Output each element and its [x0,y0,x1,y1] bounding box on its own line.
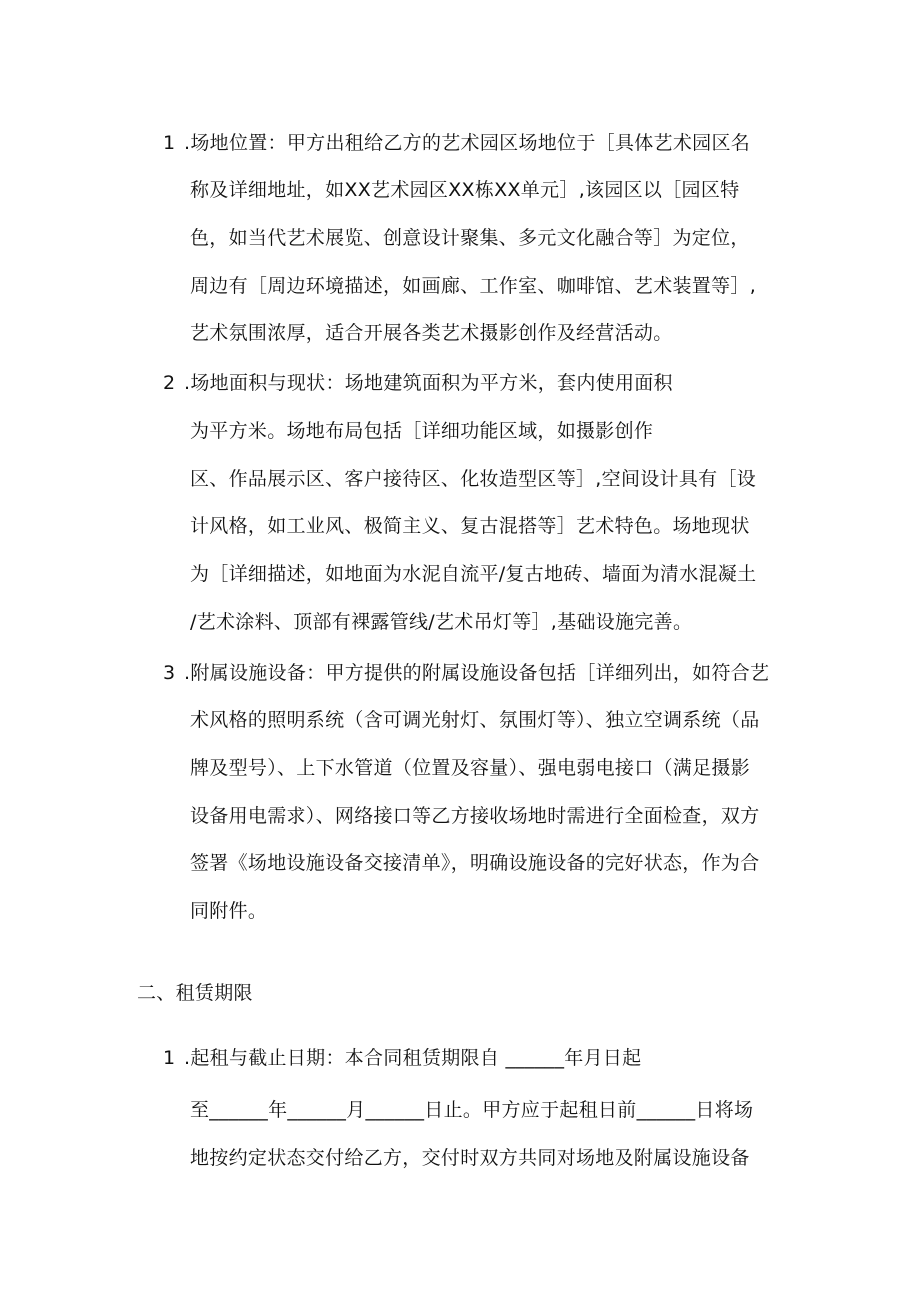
paragraph-line: 签署《场地设施设备交接清单》，明确设施设备的完好状态，作为合 [190,852,760,874]
item-number: 1 [163,1047,176,1069]
item-number: 2 [163,372,176,394]
paragraph-line: .附属设施设备：甲方提供的附属设施设备包括［详细列出，如符合艺 [184,662,770,684]
paragraph-line: 至______年______月______日止。甲方应于起租日前______日将场 [190,1099,754,1121]
paragraph-line: 色，如当代艺术展览、创意设计聚集、多元文化融合等］为定位， [190,227,750,249]
paragraph-line: .起租与截止日期：本合同租赁期限自 ______年月日起 [184,1047,642,1069]
paragraph-line: 艺术氛围浓厚，适合开展各类艺术摄影创作及经营活动。 [190,322,673,344]
paragraph-line: 牌及型号）、上下水管道（位置及容量）、强电弱电接口（满足摄影 [190,757,751,779]
paragraph-line: /艺术涂料、顶部有裸露管线/艺术吊灯等］,基础设施完善。 [190,611,693,633]
paragraph-line: 设备用电需求）、网络接口等乙方接收场地时需进行全面检查，双方 [190,805,760,827]
section-heading: 二、租赁期限 [137,982,253,1004]
paragraph-line: 术风格的照明系统（含可调光射灯、氛围灯等）、独立空调系统（品 [190,709,760,731]
paragraph-line: 计风格，如工业风、极简主义、复古混搭等］艺术特色。场地现状 [190,515,750,537]
item-number: 1 [163,132,176,154]
item-number: 3 [163,662,176,684]
paragraph-line: 为平方米。场地布局包括［详细功能区域，如摄影创作 [190,420,654,442]
paragraph-line: 称及详细地址，如XX艺术园区XX栋XX单元］,该园区以［园区特 [190,179,740,201]
paragraph-line: 同附件。 [190,900,268,922]
paragraph-line: .场地面积与现状：场地建筑面积为平方米，套内使用面积 [184,372,673,394]
paragraph-line: 为［详细描述，如地面为水泥自流平/复古地砖、墙面为清水混凝土 [190,563,757,585]
paragraph-line: 地按约定状态交付给乙方，交付时双方共同对场地及附属设施设备 [190,1147,750,1169]
paragraph-line: 周边有［周边环境描述，如画廊、工作室、咖啡馆、艺术装置等］, [190,275,757,297]
paragraph-line: 区、作品展示区、客户接待区、化妆造型区等］,空间设计具有［设 [190,468,757,490]
paragraph-line: .场地位置：甲方出租给乙方的艺术园区场地位于［具体艺术园区名 [184,132,751,154]
